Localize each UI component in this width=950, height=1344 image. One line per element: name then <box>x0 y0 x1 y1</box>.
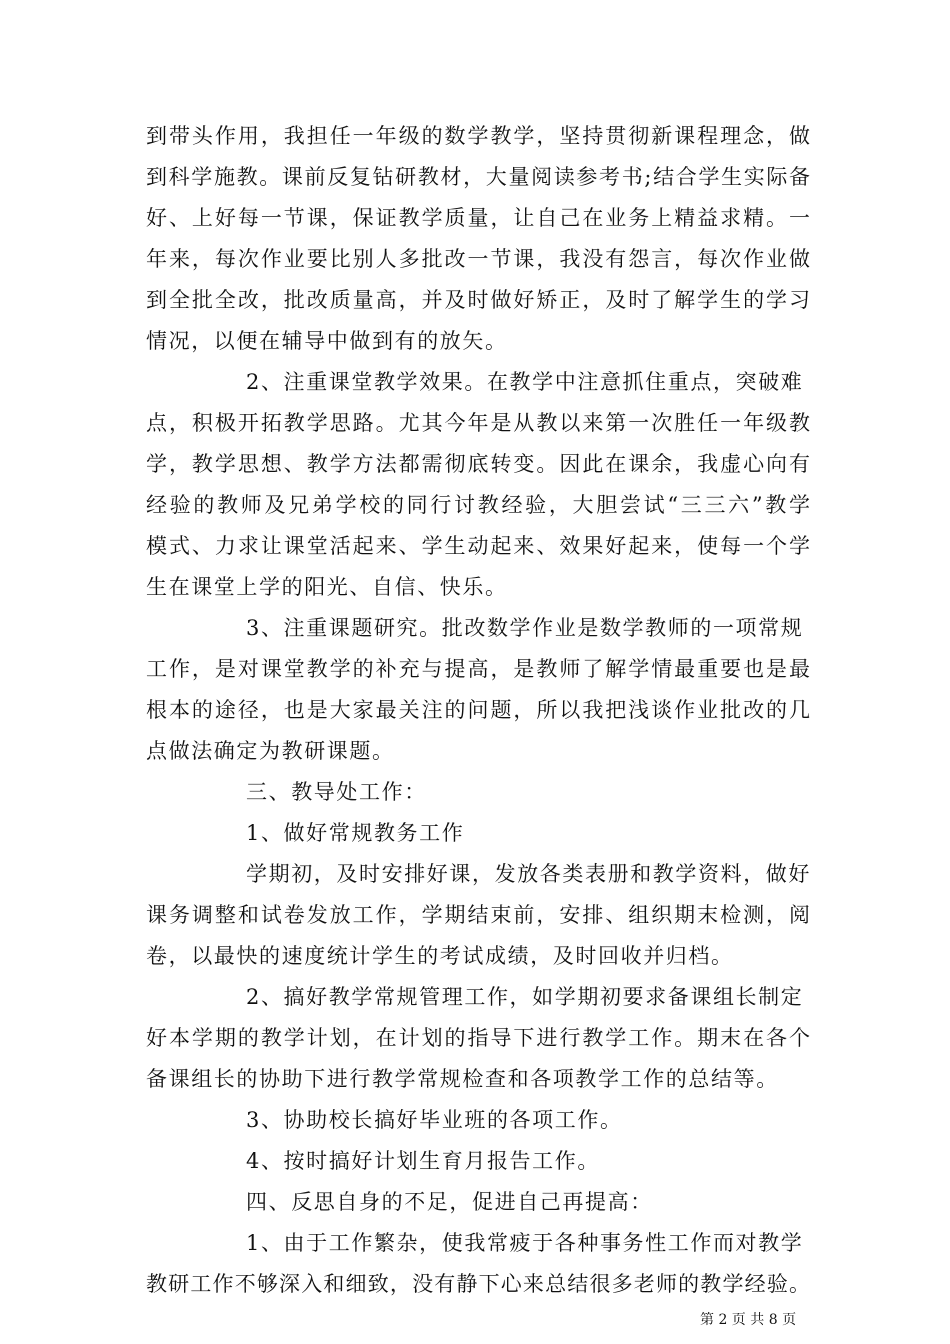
section-heading: 四、反思自身的不足，促进自己再提高： <box>246 1190 653 1214</box>
text-line: 4、按时搞好计划生育月报告工作。 <box>246 1149 600 1173</box>
text-line: 1、由于工作繁杂，使我常疲于各种事务性工作而对教学 <box>246 1231 804 1255</box>
section-heading: 三、教导处工作： <box>246 780 427 804</box>
text-line: 经验的教师及兄弟学校的同行讨教经验，大胆尝试“三三六”教学 <box>146 493 810 517</box>
text-line: 点，积极开拓教学思路。尤其今年是从教以来第一次胜任一年级教 <box>146 411 810 435</box>
text-line: 课务调整和试卷发放工作，学期结束前，安排、组织期末检测，阅 <box>146 903 810 927</box>
text-line: 学期初，及时安排好课，发放各类表册和教学资料，做好 <box>246 862 811 886</box>
text-line: 教研工作不够深入和细致，没有静下心来总结很多老师的教学经验。 <box>146 1272 810 1296</box>
text-line: 学，教学思想、教学方法都需彻底转变。因此在课余，我虚心向有 <box>146 452 810 476</box>
text-line: 工作，是对课堂教学的补充与提高，是教师了解学情最重要也是最 <box>146 657 810 681</box>
text-line: 年来，每次作业要比别人多批改一节课，我没有怨言，每次作业做 <box>146 247 810 271</box>
text-line: 3、协助校长搞好毕业班的各项工作。 <box>246 1108 623 1132</box>
text-line: 3、注重课题研究。批改数学作业是数学教师的一项常规 <box>246 616 804 640</box>
page-number: 第 2 页 共 8 页 <box>700 1312 797 1328</box>
text-line: 点做法确定为教研课题。 <box>146 739 395 763</box>
text-line: 根本的途径，也是大家最关注的问题，所以我把浅谈作业批改的几 <box>146 698 810 722</box>
text-line: 1、做好常规教务工作 <box>246 821 465 845</box>
text-line: 到带头作用，我担任一年级的数学教学，坚持贯彻新课程理念，做 <box>146 124 810 148</box>
text-line: 好、上好每一节课，保证教学质量，让自己在业务上精益求精。一 <box>146 206 810 230</box>
text-line: 好本学期的教学计划，在计划的指导下进行教学工作。期末在各个 <box>146 1026 810 1050</box>
text-line: 到科学施教。课前反复钻研教材，大量阅读参考书;结合学生实际备 <box>146 165 810 189</box>
text-line: 卷，以最快的速度统计学生的考试成绩，及时回收并归档。 <box>146 944 734 968</box>
text-line: 到全批全改，批改质量高，并及时做好矫正，及时了解学生的学习 <box>146 288 810 312</box>
text-line: 情况，以便在辅导中做到有的放矢。 <box>146 329 508 353</box>
text-line: 2、注重课堂教学效果。在教学中注意抓住重点，突破难 <box>246 370 804 394</box>
text-line: 模式、力求让课堂活起来、学生动起来、效果好起来，使每一个学 <box>146 534 810 558</box>
text-line: 备课组长的协助下进行教学常规检查和各项教学工作的总结等。 <box>146 1067 779 1091</box>
text-line: 2、搞好教学常规管理工作，如学期初要求备课组长制定 <box>246 985 804 1009</box>
text-line: 生在课堂上学的阳光、自信、快乐。 <box>146 575 508 599</box>
